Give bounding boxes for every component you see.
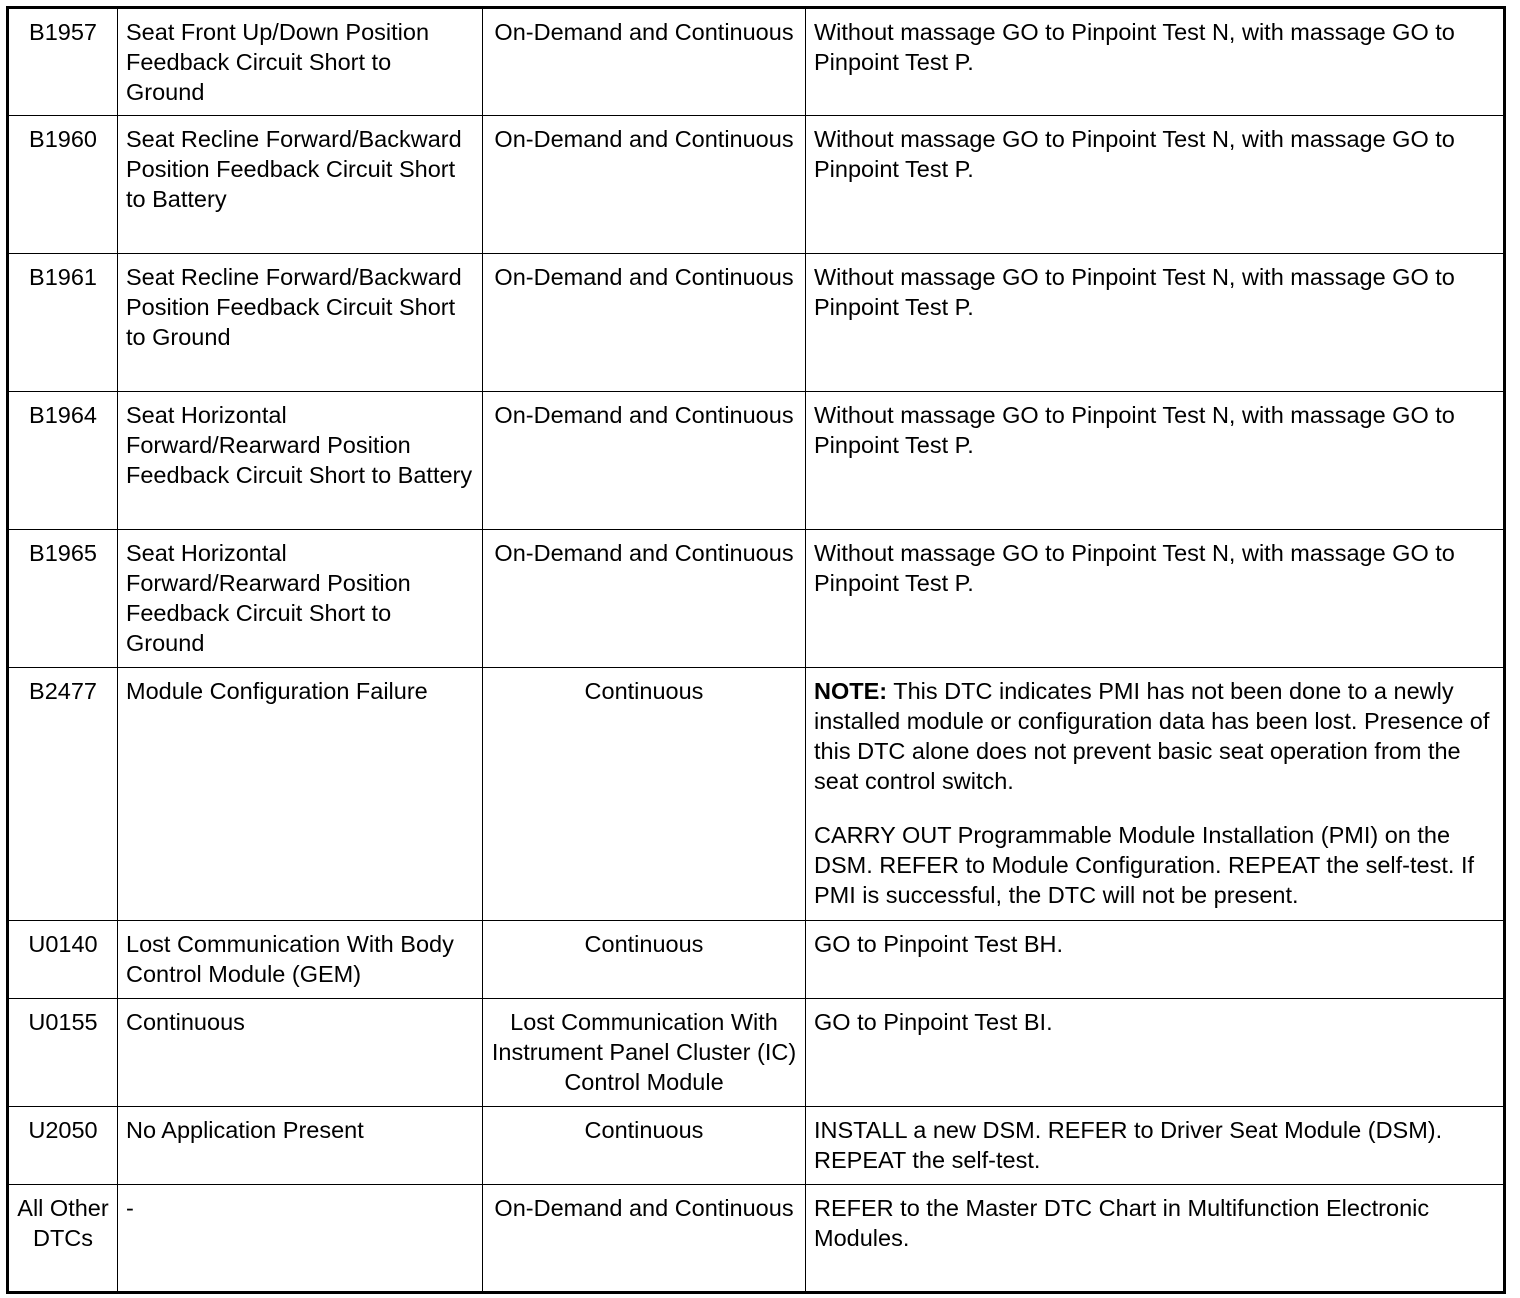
- dtc-code: U0155: [8, 999, 118, 1107]
- table-row: [8, 254, 1505, 392]
- dtc-action: REFER to the Master DTC Chart in Multifunction Electronic Modules.: [806, 1185, 1505, 1293]
- dtc-description: Lost Communication With Body Control Module (GEM): [118, 921, 483, 999]
- dtc-mode: On-Demand and Continuous: [483, 392, 806, 530]
- dtc-description: Continuous: [118, 999, 483, 1107]
- dtc-description: Seat Horizontal Forward/Rearward Position Feedback Circuit Short to Ground: [118, 530, 483, 668]
- dtc-action: CARRY OUT Programmable Module Installation (PMI) on the DSM. REFER to Module Configuration. REPEAT the self-test. If PMI is successful, the DTC will not be present.: [814, 822, 1474, 908]
- table-row: [8, 392, 1505, 530]
- dtc-code: B1961: [8, 254, 118, 392]
- dtc-code: U0140: [8, 921, 118, 999]
- dtc-code: B1957: [8, 8, 118, 116]
- dtc-action: Without massage GO to Pinpoint Test N, with massage GO to Pinpoint Test P.: [806, 392, 1505, 530]
- dtc-description: Module Configuration Failure: [118, 668, 483, 921]
- dtc-description: Seat Horizontal Forward/Rearward Position Feedback Circuit Short to Battery: [118, 392, 483, 530]
- dtc-action: GO to Pinpoint Test BI.: [806, 999, 1505, 1107]
- dtc-action: Without massage GO to Pinpoint Test N, with massage GO to Pinpoint Test P.: [806, 530, 1505, 668]
- dtc-description: Seat Recline Forward/Backward Position Feedback Circuit Short to Ground: [118, 254, 483, 392]
- dtc-action: GO to Pinpoint Test BH.: [806, 921, 1505, 999]
- table-row: [8, 8, 1505, 116]
- note-paragraph: [814, 676, 1495, 796]
- dtc-action-cell: [806, 668, 1505, 921]
- table-row: [8, 921, 1505, 999]
- note-text: This DTC indicates PMI has not been done to a newly installed module or configuration data has been lost. Presence of this DTC alone does not prevent basic seat operation from the seat control switch.: [814, 678, 1490, 794]
- dtc-mode: On-Demand and Continuous: [483, 530, 806, 668]
- dtc-description: Seat Recline Forward/Backward Position Feedback Circuit Short to Battery: [118, 116, 483, 254]
- dtc-action: INSTALL a new DSM. REFER to Driver Seat Module (DSM). REPEAT the self-test.: [806, 1107, 1505, 1185]
- dtc-action: Without massage GO to Pinpoint Test N, with massage GO to Pinpoint Test P.: [806, 254, 1505, 392]
- dtc-mode: Continuous: [483, 668, 806, 921]
- dtc-code: B1965: [8, 530, 118, 668]
- dtc-description: Seat Front Up/Down Position Feedback Circuit Short to Ground: [118, 8, 483, 116]
- table-row: [8, 1185, 1505, 1293]
- dtc-code: U2050: [8, 1107, 118, 1185]
- dtc-code: B1960: [8, 116, 118, 254]
- table-row: [8, 668, 1505, 921]
- dtc-mode: Continuous: [483, 921, 806, 999]
- dtc-code: B1964: [8, 392, 118, 530]
- table-row: [8, 530, 1505, 668]
- dtc-mode: On-Demand and Continuous: [483, 116, 806, 254]
- table-row: [8, 999, 1505, 1107]
- table-row: [8, 116, 1505, 254]
- dtc-mode: On-Demand and Continuous: [483, 254, 806, 392]
- dtc-mode: On-Demand and Continuous: [483, 1185, 806, 1293]
- dtc-mode: Continuous: [483, 1107, 806, 1185]
- dtc-mode: On-Demand and Continuous: [483, 8, 806, 116]
- dtc-code: B2477: [8, 668, 118, 921]
- dtc-action: Without massage GO to Pinpoint Test N, with massage GO to Pinpoint Test P.: [806, 116, 1505, 254]
- table-row: [8, 1107, 1505, 1185]
- dtc-code: All Other DTCs: [8, 1185, 118, 1293]
- dtc-table: [6, 6, 1506, 1294]
- dtc-description: No Application Present: [118, 1107, 483, 1185]
- note-label: NOTE:: [814, 678, 888, 704]
- dtc-action: Without massage GO to Pinpoint Test N, with massage GO to Pinpoint Test P.: [806, 8, 1505, 116]
- dtc-mode: Lost Communication With Instrument Panel Cluster (IC) Control Module: [483, 999, 806, 1107]
- dtc-description: -: [118, 1185, 483, 1293]
